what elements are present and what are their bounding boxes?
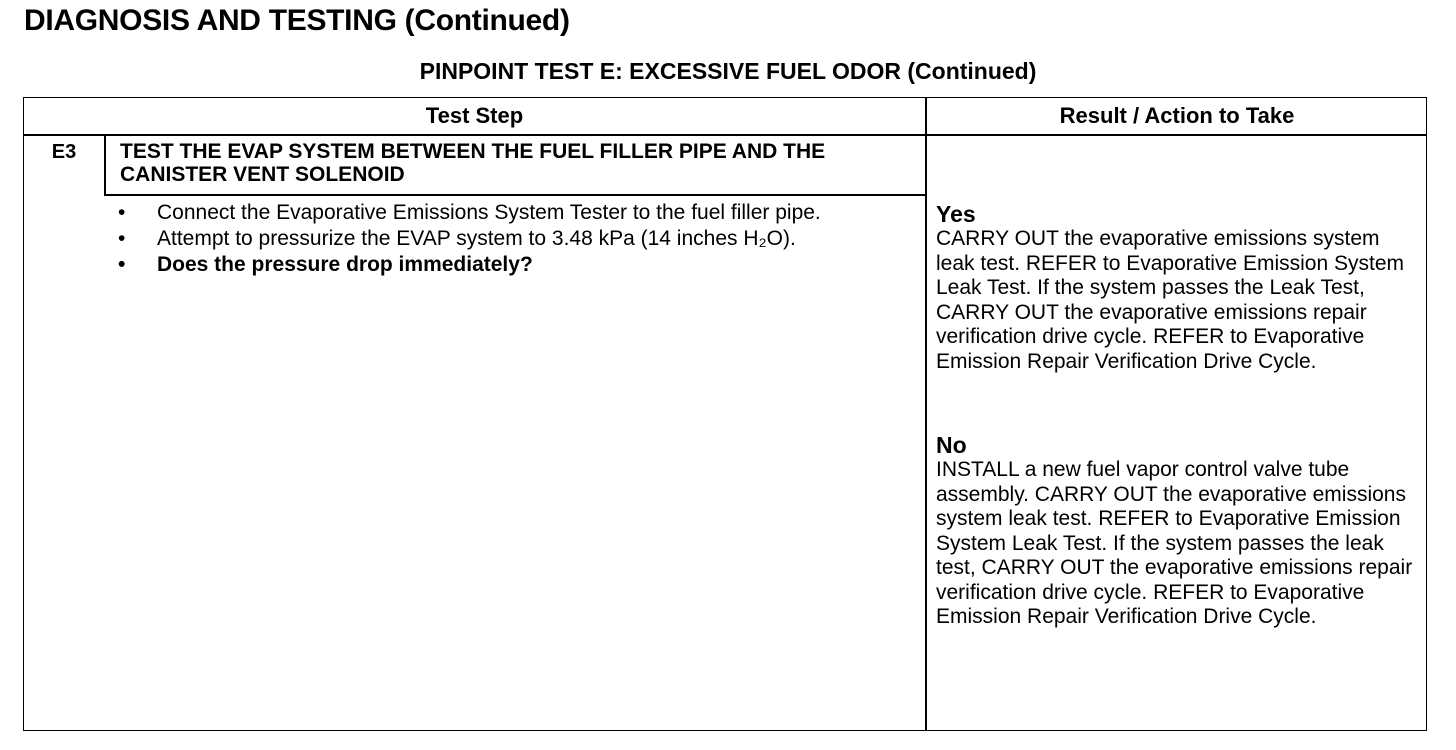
test-table	[23, 97, 1427, 731]
step-item	[112, 201, 882, 225]
step-item-question	[112, 253, 882, 277]
result-text-no: INSTALL a new fuel vapor control valve tube assembly. CARRY OUT the evaporative emissions system leak test. REFER to Evaporative Emission System Leak Test. If the system passes the leak test, CARRY OUT the evaporative emissions repair verification drive cycle. REFER to Evaporative Emission Repair Verification Drive Cycle.	[936, 458, 1413, 628]
step-text: Attempt to pressurize the EVAP system to 3.48 kPa (14 inches H₂O).	[157, 227, 796, 250]
page-title: DIAGNOSIS AND TESTING (Continued)	[24, 4, 570, 37]
step-id-divider	[104, 134, 106, 194]
step-text: Connect the Evaporative Emissions System Tester to the fuel filler pipe.	[157, 201, 821, 224]
step-id: E3	[51, 141, 77, 163]
step-title: TEST THE EVAP SYSTEM BETWEEN THE FUEL FILLER PIPE AND THE CANISTER VENT SOLENOID	[120, 140, 826, 186]
bullet-icon: •	[118, 227, 126, 250]
header-result-action: Result / Action to Take	[1059, 103, 1295, 128]
result-label-yes: Yes	[936, 201, 976, 227]
result-text-yes: CARRY OUT the evaporative emissions system leak test. REFER to Evaporative Emission System Leak Test. If the system passes the Leak Test, CARRY OUT the evaporative emissions repair verification drive cycle. REFER to Evaporative Emission Repair Verification Drive Cycle.	[936, 227, 1404, 373]
bullet-icon: •	[118, 201, 126, 224]
header-divider	[24, 134, 1426, 136]
step-text: Does the pressure drop immediately?	[157, 253, 533, 276]
step-title-divider	[104, 194, 926, 196]
header-test-step: Test Step	[425, 103, 524, 128]
column-divider	[925, 98, 927, 730]
step-item	[112, 227, 882, 251]
bullet-icon: •	[118, 253, 126, 276]
result-label-no: No	[936, 432, 967, 458]
result-yes	[936, 201, 1416, 374]
step-list	[112, 201, 882, 279]
pinpoint-test-title: PINPOINT TEST E: EXCESSIVE FUEL ODOR (Continued)	[419, 58, 1037, 84]
result-no	[936, 432, 1416, 630]
